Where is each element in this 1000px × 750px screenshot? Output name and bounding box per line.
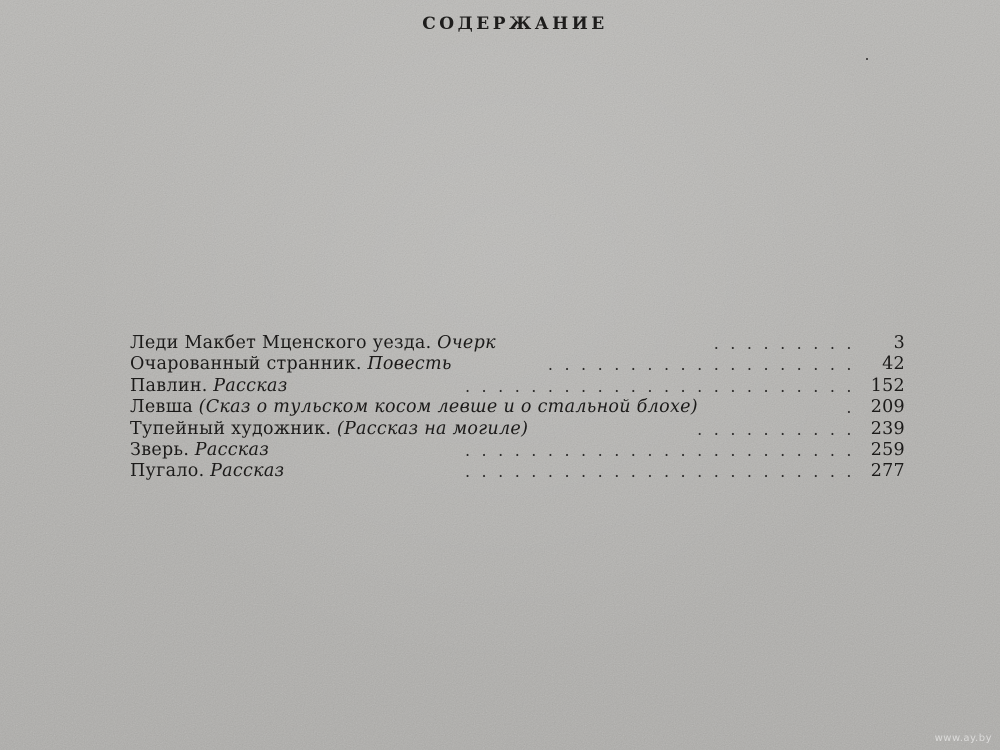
toc-entry-page: 259	[870, 439, 905, 460]
dot-leader: ........................	[464, 462, 863, 482]
toc-entry	[130, 376, 905, 397]
table-of-contents	[130, 333, 905, 483]
toc-entry-genre: Рассказ	[213, 375, 288, 396]
site-watermark: www.ay.by	[934, 733, 992, 744]
toc-entry-page: 209	[870, 397, 905, 418]
toc-entry-page: 277	[870, 461, 905, 482]
toc-entry-title: Тупейный художник.	[130, 418, 332, 439]
toc-entry-genre: (Рассказ на могиле)	[336, 418, 529, 439]
toc-entry-title: Пугало.	[130, 461, 205, 482]
dot-leader: ..........	[697, 419, 863, 439]
toc-entry-genre: Рассказ	[194, 439, 270, 460]
toc-entry-title: Очарованный странник.	[130, 354, 362, 375]
toc-entry	[130, 333, 905, 354]
dot-leader: .	[846, 398, 863, 418]
toc-entry-page: 42	[882, 354, 905, 375]
toc-entry-page: 239	[870, 418, 905, 439]
toc-entry-genre: Очерк	[437, 333, 496, 353]
dot-leader: ........................	[464, 440, 863, 460]
toc-entry-genre: Повесть	[367, 354, 452, 375]
toc-entry	[130, 419, 905, 440]
toc-entry-title: Павлин.	[130, 375, 208, 396]
toc-entry-genre: (Сказ о тульском косом левше и о стальной блохе)	[198, 397, 698, 418]
dot-leader: .........	[713, 334, 863, 353]
page-title: СОДЕРЖАНИЕ	[422, 14, 608, 34]
toc-entry-title: Левша	[130, 397, 194, 418]
toc-entry	[130, 397, 905, 418]
toc-entry-page: 152	[870, 375, 905, 396]
toc-entry	[130, 354, 905, 375]
toc-entry-title: Зверь.	[130, 439, 190, 460]
toc-entry	[130, 440, 905, 461]
toc-entry-title: Леди Макбет Мценского уезда.	[130, 333, 432, 353]
toc-entry-page: 3	[893, 333, 905, 353]
toc-entry-genre: Рассказ	[210, 461, 285, 482]
dot-leader: ...................	[547, 355, 863, 375]
dot-leader: ........................	[464, 376, 863, 396]
toc-entry	[130, 461, 905, 482]
ink-speck	[866, 58, 868, 60]
